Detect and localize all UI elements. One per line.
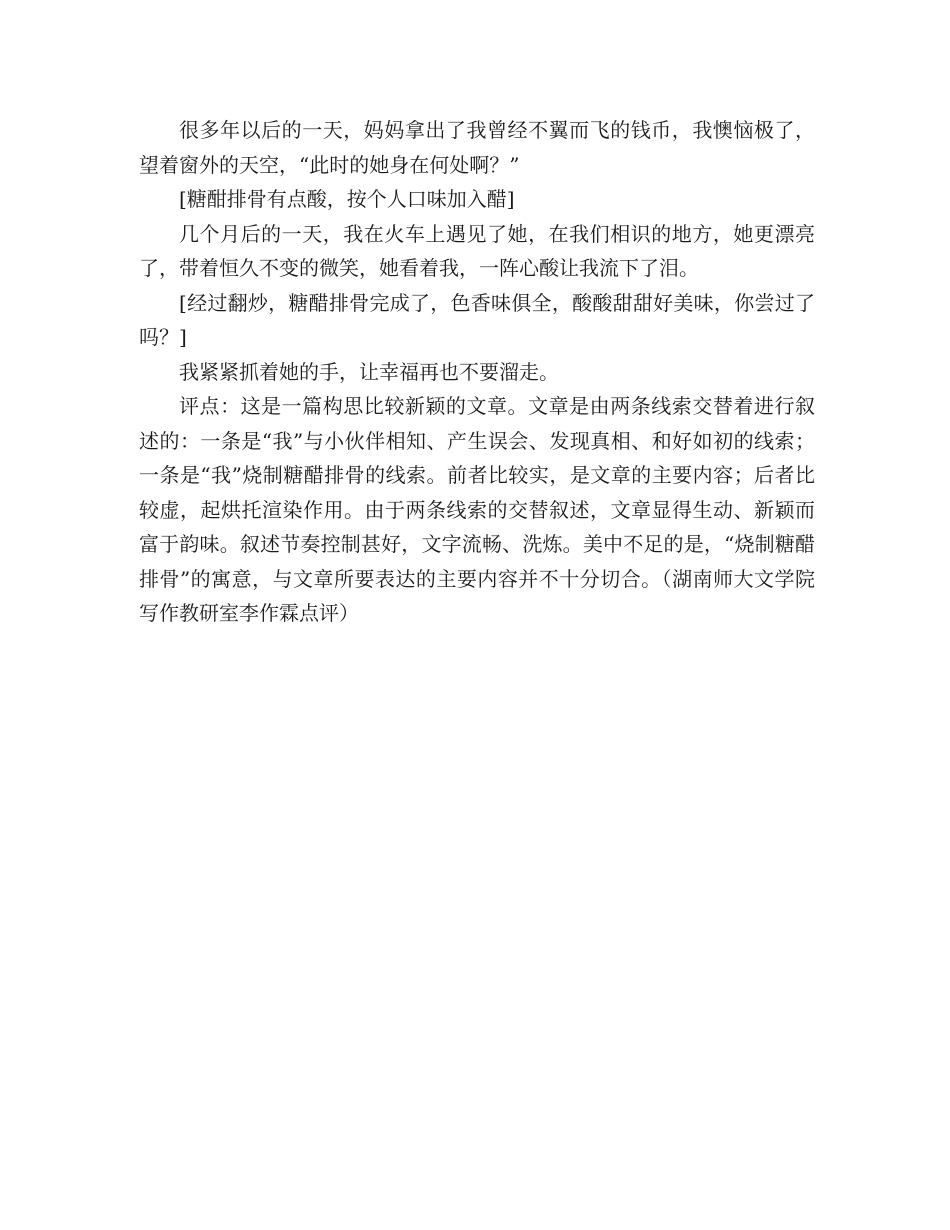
recipe-note-paragraph: [糖酣排骨有点酸，按个人口味加入醋]	[179, 187, 515, 211]
story-paragraph: 很多年以后的一天，妈妈拿出了我曾经不翼而飞的钱币，我懊恼极了，望着窗外的天空，“此时的她身在何处啊？”	[139, 118, 815, 177]
commentary-paragraph: 评点：这是一篇构思比较新颖的文章。文章是由两条线索交替着进行叙述的：一条是“我”与小伙伴相知、产生误会、发现真相、和好如初的线索；一条是“我”烧制糖醋排骨的线索。前者比较实，是文章的主要内容；后者比较虚，起烘托渲染作用。由于两条线索的交替叙述，文章显得生动、新颖而富于韵味。叙述节奏控制甚好，文字流畅、洗炼。美中不足的是，“烧制糖醋排骨”的寓意，与文章所要表达的主要内容并不十分切合。（湖南师大文学院写作教研室李作霖点评）	[139, 394, 815, 625]
story-paragraph: 几个月后的一天，我在火车上遇见了她，在我们相识的地方，她更漂亮了，带着恒久不变的微笑，她看着我，一阵心酸让我流下了泪。	[139, 221, 815, 280]
recipe-note-paragraph: [经过翻炒，糖醋排骨完成了，色香味俱全，酸酸甜甜好美味，你尝过了吗？]	[139, 290, 815, 349]
story-paragraph: 我紧紧抓着她的手，让幸福再也不要溜走。	[179, 359, 559, 384]
document-page	[139, 113, 815, 631]
